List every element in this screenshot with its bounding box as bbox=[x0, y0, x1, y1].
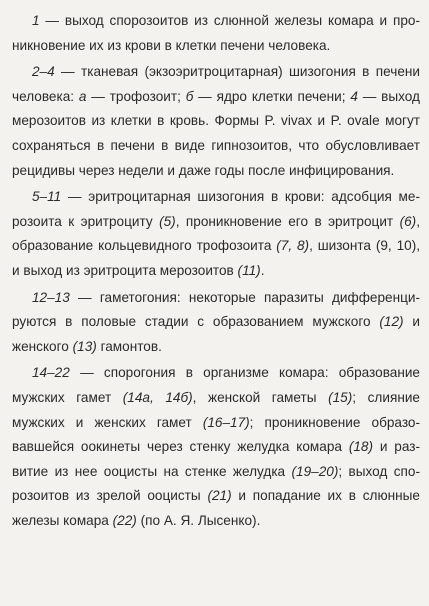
paragraph-list bbox=[12, 9, 420, 533]
text-run: и женского bbox=[12, 314, 420, 354]
italic-reference: 14–22 bbox=[32, 365, 70, 381]
text-run: гамонтов. bbox=[96, 338, 162, 354]
text-run: — тканевая (экзоэритроцитарная) шизогония в печени человека: bbox=[12, 64, 420, 104]
text-run: — выход мерозоитов из клетки в кровь. Формы P. vivax и P. ovale могут сохраняться в печени в виде гипнозоитов, что обусловливает рецидивы через недели и даже годы после инфицирования. bbox=[12, 88, 420, 178]
italic-reference: 12–13 bbox=[32, 289, 70, 305]
text-run: , проникновение его в эритроцит bbox=[175, 213, 400, 229]
text-run: , образование кольцевидного трофозоита bbox=[12, 213, 420, 254]
paragraph bbox=[12, 9, 420, 58]
italic-reference: 5–11 bbox=[32, 189, 62, 205]
italic-reference: б bbox=[185, 88, 194, 104]
italic-reference: 4 bbox=[350, 88, 358, 104]
paragraph bbox=[12, 286, 420, 360]
paragraph bbox=[12, 60, 420, 183]
italic-reference: (16–17) bbox=[202, 414, 250, 430]
italic-reference: (18) bbox=[348, 439, 373, 455]
italic-reference: (12) bbox=[379, 314, 404, 330]
italic-reference: (15) bbox=[328, 389, 353, 405]
text-run: ; проникновение образовавшейся оокинеты через стенку желудка комара bbox=[12, 414, 420, 455]
italic-reference: (6) bbox=[399, 213, 417, 229]
italic-reference: (22) bbox=[112, 512, 137, 528]
paragraph bbox=[12, 361, 420, 533]
italic-reference: 2–4 bbox=[32, 64, 55, 80]
text-run: ; слияние мужских и женских гамет bbox=[12, 389, 420, 430]
italic-reference: (11) bbox=[237, 262, 261, 278]
italic-reference: (19–20) bbox=[291, 463, 339, 479]
text-run: . bbox=[260, 262, 265, 278]
italic-reference: (21) bbox=[207, 488, 232, 504]
text-run: — спорогония в организме комара: образование мужских гамет bbox=[12, 365, 420, 405]
paragraph bbox=[12, 185, 420, 283]
text-run: — ядро клетки печени; bbox=[193, 88, 351, 104]
italic-reference: 1 bbox=[32, 13, 40, 28]
italic-reference: (7, 8) bbox=[276, 238, 310, 254]
text-run: и попадание их в слюнные железы комара bbox=[12, 488, 420, 528]
text-run: — эритроцитарная шизогония в крови: адсобция мерозоита к эритроциту bbox=[12, 189, 420, 229]
text-run: ; выход спорозоитов из зрелой ооцисты bbox=[12, 463, 420, 504]
italic-reference: (5) bbox=[159, 213, 176, 229]
italic-reference: а bbox=[78, 88, 87, 104]
text-run: — выход спорозоитов из слюнной железы комара и проникновение их из крови в клетки печени человека. bbox=[12, 13, 420, 53]
italic-reference: (13) bbox=[72, 338, 97, 354]
text-run: , шизонта (9, 10), и выход из эритроцита мерозоитов bbox=[12, 238, 420, 278]
text-run: — трофозоит; bbox=[86, 88, 186, 104]
text-run: , женской гаметы bbox=[192, 389, 329, 405]
italic-reference: (14а, 14б) bbox=[122, 389, 193, 405]
text-run: (по А. Я. Лысенко). bbox=[136, 512, 261, 528]
text-run: — гаметогония: некоторые паразиты дифференцируются в половые стадии с образованием мужского bbox=[12, 289, 420, 330]
text-run: и развитие из нее ооцисты на стенке желудка bbox=[12, 439, 420, 479]
